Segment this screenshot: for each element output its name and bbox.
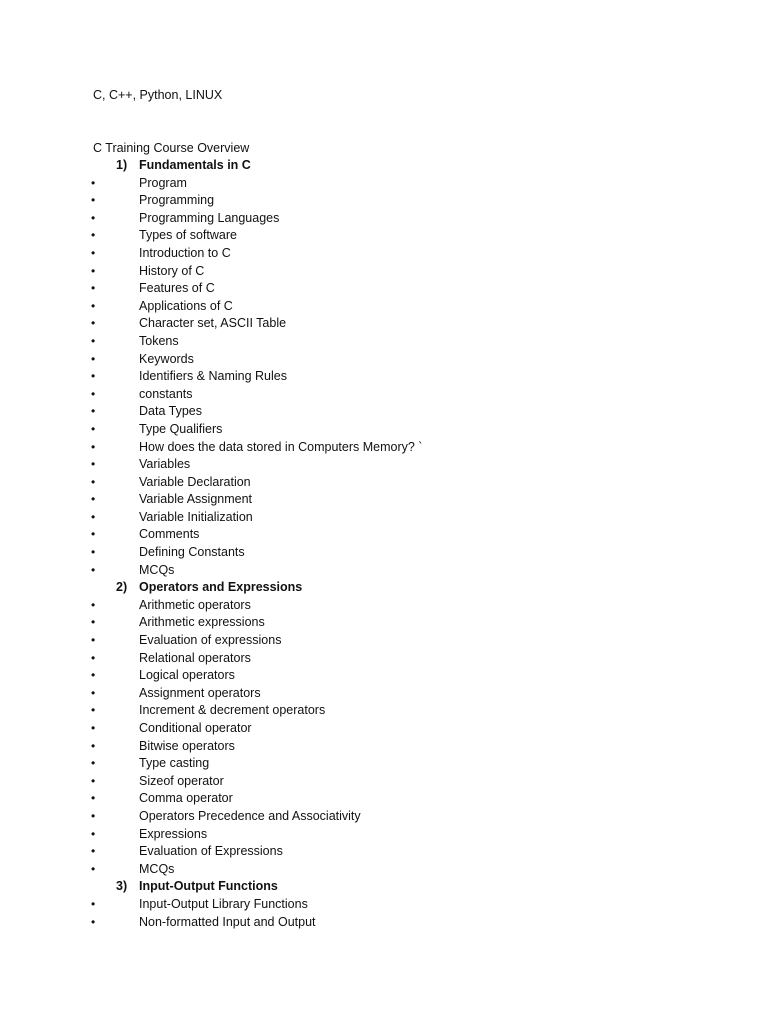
list-item-text: Comma operator bbox=[139, 791, 233, 806]
bullet-icon: • bbox=[91, 685, 96, 700]
list-item-text: Keywords bbox=[139, 351, 194, 366]
list-item-text: Variable Assignment bbox=[139, 492, 253, 507]
list-item bbox=[0, 685, 768, 703]
list-item bbox=[0, 650, 768, 668]
course-heading: C Training Course Overview bbox=[93, 141, 250, 155]
list-item-text: Expressions bbox=[139, 826, 208, 841]
list-item bbox=[0, 755, 768, 773]
list-item-text: Variable Declaration bbox=[139, 474, 251, 489]
section-number: 1) bbox=[116, 158, 128, 172]
section-title: Input-Output Functions bbox=[139, 879, 278, 894]
bullet-icon: • bbox=[91, 721, 96, 735]
bullet-icon: • bbox=[91, 210, 96, 225]
list-item-text: Variables bbox=[139, 457, 191, 472]
list-item bbox=[0, 227, 768, 245]
list-item bbox=[0, 210, 768, 228]
list-item bbox=[0, 491, 768, 509]
document-title: C, C++, Python, LINUX bbox=[93, 88, 223, 102]
bullet-icon: • bbox=[91, 844, 96, 859]
list-item bbox=[0, 421, 768, 439]
list-item-text: Character set, ASCII Table bbox=[139, 316, 287, 331]
bullet-icon: • bbox=[91, 896, 96, 911]
list-item-text: constants bbox=[139, 386, 193, 401]
bullet-icon: • bbox=[91, 545, 96, 560]
list-item bbox=[0, 790, 768, 808]
list-item-text: Arithmetic operators bbox=[139, 597, 251, 612]
bullet-icon: • bbox=[91, 298, 96, 313]
list-item bbox=[0, 439, 768, 457]
bullet-icon: • bbox=[91, 369, 96, 384]
list-item-text: Variable Initialization bbox=[139, 509, 253, 524]
bullet-icon: • bbox=[91, 808, 96, 823]
list-item-text: Program bbox=[139, 175, 187, 190]
list-item-text: Comments bbox=[139, 527, 200, 542]
section-heading bbox=[0, 157, 768, 175]
bullet-icon: • bbox=[91, 175, 96, 190]
list-item-text: Applications of C bbox=[139, 298, 233, 313]
section-heading bbox=[0, 579, 768, 597]
list-item bbox=[0, 245, 768, 263]
bullet-icon: • bbox=[91, 474, 96, 489]
bullet-icon: • bbox=[91, 228, 96, 243]
section-heading bbox=[0, 878, 768, 896]
list-item bbox=[0, 192, 768, 210]
list-item-text: Types of software bbox=[139, 228, 237, 243]
list-item bbox=[0, 861, 768, 879]
list-item bbox=[0, 386, 768, 404]
list-item-text: Conditional operator bbox=[139, 721, 252, 735]
bullet-icon: • bbox=[91, 597, 96, 612]
bullet-icon: • bbox=[91, 333, 96, 348]
list-item-text: Operators Precedence and Associativity bbox=[139, 808, 361, 823]
section-number: 2) bbox=[116, 580, 128, 595]
list-item bbox=[0, 597, 768, 615]
list-item bbox=[0, 298, 768, 316]
list-item-text: MCQs bbox=[139, 861, 175, 876]
bullet-icon: • bbox=[91, 263, 96, 278]
bullet-icon: • bbox=[91, 562, 96, 577]
list-item-text: Programming Languages bbox=[139, 210, 280, 225]
list-item-text: Defining Constants bbox=[139, 545, 245, 560]
list-item-text: Type casting bbox=[139, 756, 210, 771]
list-item bbox=[0, 896, 768, 914]
list-item bbox=[0, 614, 768, 632]
bullet-icon: • bbox=[91, 738, 96, 753]
list-item bbox=[0, 914, 768, 932]
list-item bbox=[0, 843, 768, 861]
list-item-text: Introduction to C bbox=[139, 245, 231, 260]
list-item-text: Features of C bbox=[139, 281, 215, 296]
list-item-text: Assignment operators bbox=[139, 685, 261, 700]
bullet-icon: • bbox=[91, 914, 96, 929]
list-item-text: MCQs bbox=[139, 562, 175, 577]
list-item bbox=[0, 263, 768, 281]
list-item-text: Logical operators bbox=[139, 668, 235, 683]
bullet-icon: • bbox=[91, 703, 96, 718]
bullet-icon: • bbox=[91, 245, 96, 260]
course-outline bbox=[0, 157, 768, 931]
list-item-text: Identifiers & Naming Rules bbox=[139, 369, 287, 384]
bullet-icon: • bbox=[91, 861, 96, 876]
list-item bbox=[0, 175, 768, 193]
list-item-text: Non-formatted Input and Output bbox=[139, 914, 316, 929]
list-item-text: Evaluation of Expressions bbox=[139, 844, 283, 859]
list-item bbox=[0, 333, 768, 351]
bullet-icon: • bbox=[91, 316, 96, 331]
bullet-icon: • bbox=[91, 351, 96, 366]
list-item bbox=[0, 808, 768, 826]
list-item-text: Arithmetic expressions bbox=[139, 615, 265, 630]
list-item bbox=[0, 280, 768, 298]
list-item-text: Increment & decrement operators bbox=[139, 703, 326, 718]
list-item bbox=[0, 826, 768, 844]
bullet-icon: • bbox=[91, 527, 96, 542]
list-item-text: Tokens bbox=[139, 333, 179, 348]
list-item-text: Relational operators bbox=[139, 650, 251, 665]
list-item bbox=[0, 720, 768, 738]
list-item bbox=[0, 738, 768, 756]
list-item-text: History of C bbox=[139, 263, 205, 278]
list-item bbox=[0, 526, 768, 544]
list-item-text: How does the data stored in Computers Memory? ` bbox=[139, 439, 423, 454]
list-item bbox=[0, 509, 768, 527]
list-item bbox=[0, 667, 768, 685]
bullet-icon: • bbox=[91, 615, 96, 630]
bullet-icon: • bbox=[91, 281, 96, 296]
bullet-icon: • bbox=[91, 386, 96, 401]
list-item bbox=[0, 544, 768, 562]
list-item bbox=[0, 702, 768, 720]
list-item-text: Bitwise operators bbox=[139, 738, 235, 753]
list-item-text: Programming bbox=[139, 193, 215, 208]
list-item bbox=[0, 403, 768, 421]
bullet-icon: • bbox=[91, 650, 96, 665]
bullet-icon: • bbox=[91, 826, 96, 841]
bullet-icon: • bbox=[91, 509, 96, 524]
list-item bbox=[0, 456, 768, 474]
list-item bbox=[0, 773, 768, 791]
bullet-icon: • bbox=[91, 773, 96, 788]
list-item-text: Type Qualifiers bbox=[139, 421, 223, 436]
list-item bbox=[0, 368, 768, 386]
section-title: Operators and Expressions bbox=[139, 580, 303, 595]
bullet-icon: • bbox=[91, 756, 96, 771]
list-item-text: Evaluation of expressions bbox=[139, 633, 282, 648]
list-item-text: Input-Output Library Functions bbox=[139, 896, 308, 911]
list-item-text: Sizeof operator bbox=[139, 773, 224, 788]
list-item bbox=[0, 315, 768, 333]
section-title: Fundamentals in C bbox=[139, 158, 251, 172]
bullet-icon: • bbox=[91, 492, 96, 507]
bullet-icon: • bbox=[91, 668, 96, 683]
section-number: 3) bbox=[116, 879, 128, 894]
bullet-icon: • bbox=[91, 439, 96, 454]
bullet-icon: • bbox=[91, 457, 96, 472]
bullet-icon: • bbox=[91, 791, 96, 806]
list-item bbox=[0, 632, 768, 650]
bullet-icon: • bbox=[91, 193, 96, 208]
list-item bbox=[0, 474, 768, 492]
list-item-text: Data Types bbox=[139, 404, 203, 419]
list-item bbox=[0, 351, 768, 369]
bullet-icon: • bbox=[91, 633, 96, 648]
bullet-icon: • bbox=[91, 421, 96, 436]
bullet-icon: • bbox=[91, 404, 96, 419]
list-item bbox=[0, 562, 768, 580]
